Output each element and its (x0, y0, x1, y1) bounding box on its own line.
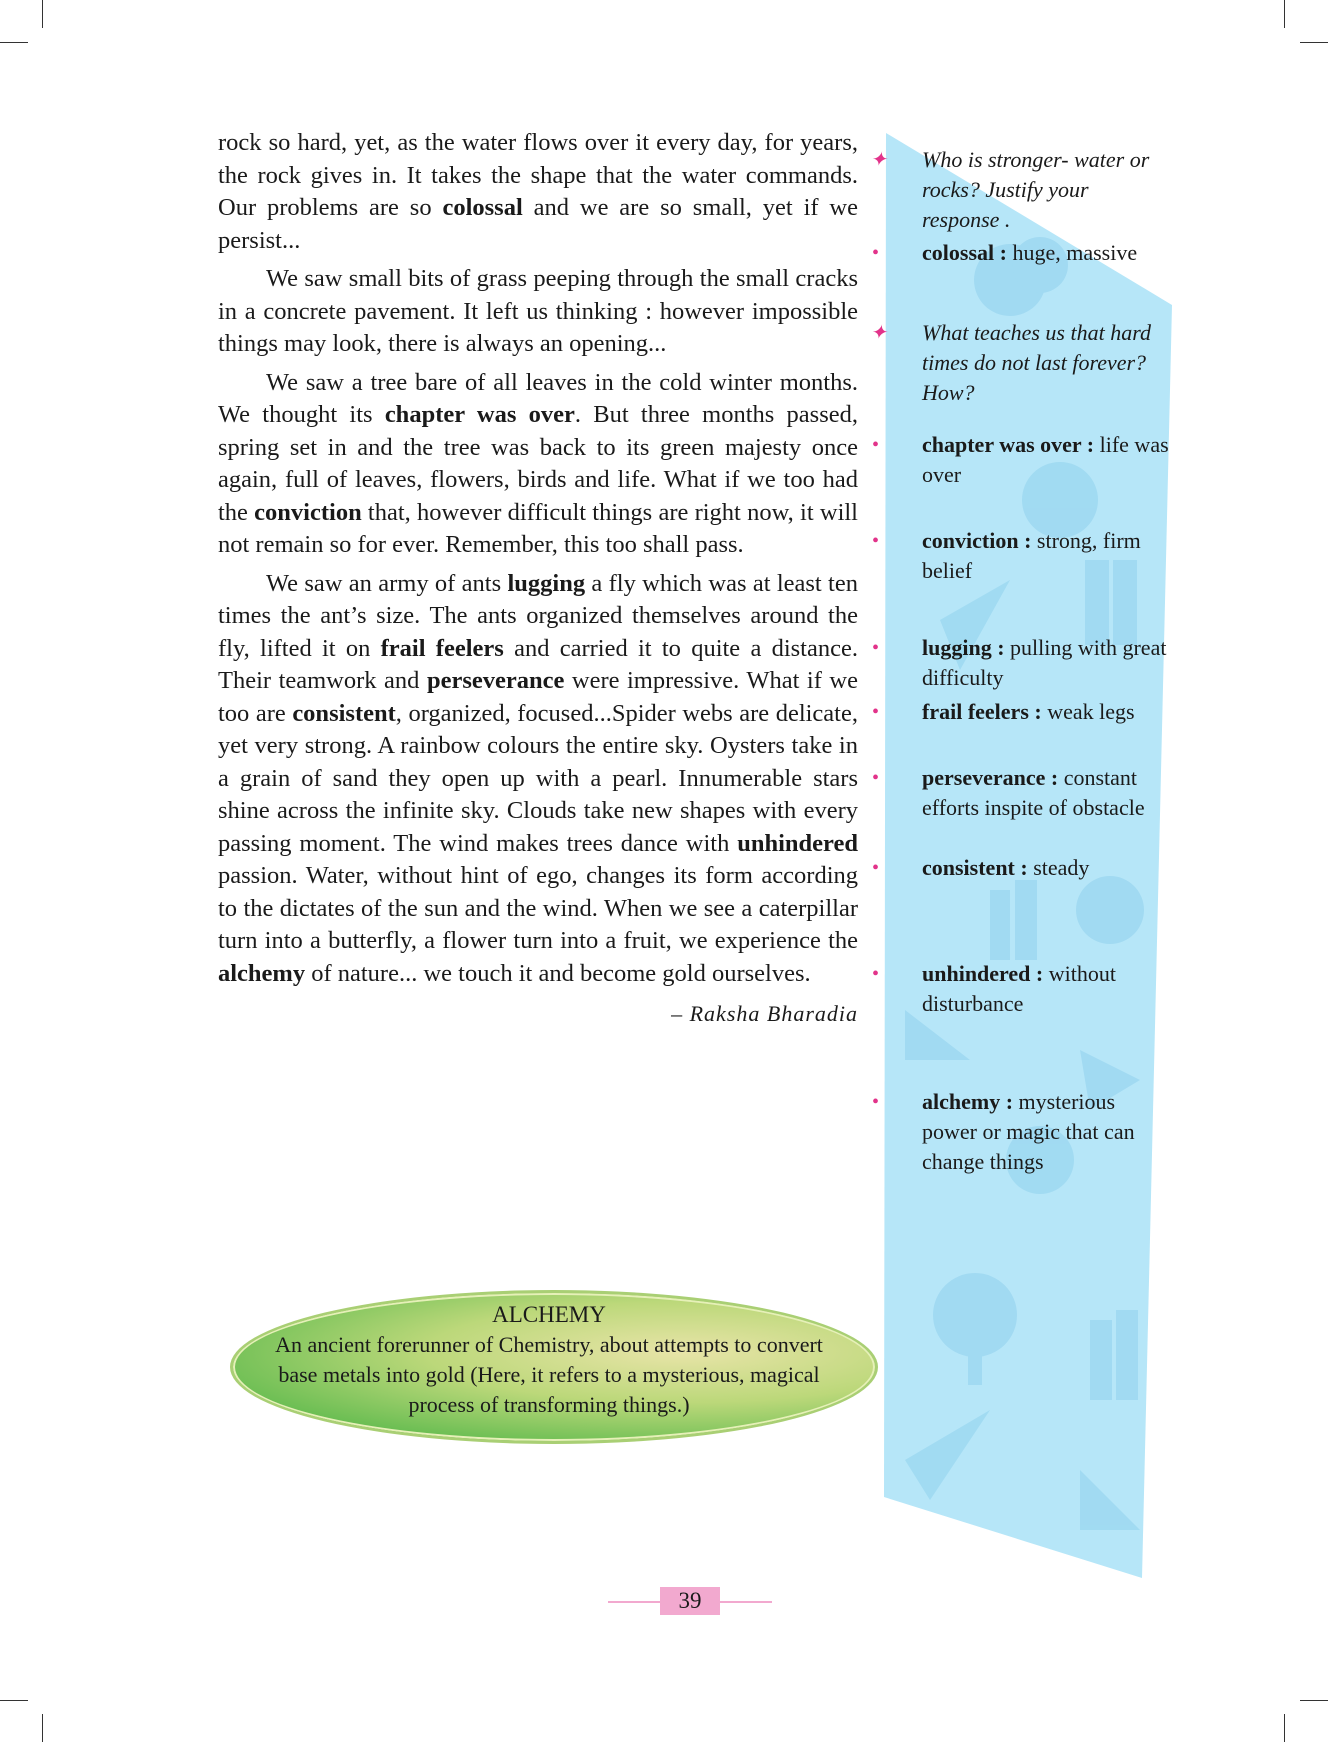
term-alchemy: alchemy (218, 959, 306, 987)
bullet-icon: • (872, 242, 880, 264)
callout-text (268, 1300, 830, 1420)
page-rule-left (608, 1601, 660, 1603)
bullet-icon: • (872, 1091, 880, 1113)
term-consistent: consistent (292, 699, 396, 727)
glossary-item: • conviction : strong, firm belief (872, 528, 1141, 583)
author-credit: – Raksha Bharadia (671, 1001, 858, 1026)
main-text (218, 127, 858, 1031)
sidebar-question: ✦ What teaches us that hard times do not last forever? How? (870, 320, 1151, 405)
paragraph-2: We saw small bits of grass peeping through the small cracks in a concrete pavement. It left us thinking : however impossible things may look, there is always an opening... (218, 265, 858, 357)
bullet-icon: • (872, 530, 880, 552)
glossary-item: • chapter was over : life was over (872, 432, 1169, 487)
bullet-icon: • (872, 637, 880, 659)
glossary-item: • frail feelers : weak legs (890, 697, 1170, 727)
bullet-icon: • (872, 767, 880, 789)
term-conviction: conviction (254, 498, 362, 526)
term-perseverance: perseverance (426, 667, 565, 694)
term-chapter-was-over: chapter was over (384, 401, 575, 428)
glossary-item: • colossal : huge, massive (890, 238, 1170, 268)
star-icon: ✦ (870, 149, 887, 171)
bullet-icon: • (872, 963, 880, 985)
glossary-item: • unhindered : without disturbance (872, 961, 1116, 1016)
glossary-item: • lugging : pulling with great difficulty (872, 635, 1167, 690)
bullet-icon: • (872, 857, 880, 879)
term-frail-feelers: frail feelers (380, 634, 504, 662)
term-lugging: lugging (507, 569, 586, 597)
paragraph-3: We saw a tree bare of all leaves in the cold winter months. We thought its chapter was over. But three months passed, spring set in and the tree was back to its green majesty once again, full of leaves, flowers, birds and life. What if we too had the conviction that, however difficult things are right now, it will not remain so for ever. Remember, this too shall pass. (218, 368, 858, 558)
term-unhindered: unhindered (737, 829, 858, 857)
glossary-item: • consistent : steady (890, 853, 1170, 883)
callout-body: An ancient forerunner of Chemistry, about attempts to convert base metals into gold (Here, it refers to a mysterious, magical process of transforming things.) (275, 1332, 823, 1417)
callout-title: ALCHEMY (492, 1302, 606, 1327)
paragraph-4: We saw an army of ants lugging a fly which was at least ten times the ant’s size. The ants organized themselves around the fly, lifted it on frail feelers and carried it to quite a distance. Their teamwork and perseverance were impressive. What if we too are consistent, organized, focused...Spider webs are delicate, yet very strong. A rainbow colours the entire sky. Oysters take in a grain of sand they open up with a pearl. Innumerable stars shine across the infinite sky. Clouds take new shapes with every passing moment. The wind makes trees dance with unhindered passion. Water, without hint of ego, changes its form according to the dictates of the sun and the wind. When we see a caterpillar turn into a butterfly, a flower turn into a fruit, we experience the alchemy of nature... we touch it and become gold ourselves. (218, 569, 858, 987)
glossary-item: • alchemy : mysterious power or magic that can change things (872, 1089, 1135, 1174)
page-rule-right (720, 1601, 772, 1603)
page-number: 39 (660, 1587, 720, 1615)
term-colossal: colossal (442, 194, 523, 221)
bullet-icon: • (872, 701, 880, 723)
glossary-item: • perseverance : constant efforts inspite of obstacle (872, 765, 1145, 820)
paragraph-1: rock so hard, yet, as the water flows over it every day, for years, the rock gives in. It takes the shape that the water commands. Our problems are so colossal and we are so small, yet if we persist... (218, 129, 858, 254)
bullet-icon: • (872, 434, 880, 456)
star-icon: ✦ (870, 322, 887, 344)
sidebar-question: ✦ Who is stronger- water or rocks? Justify your response . (870, 147, 1150, 232)
